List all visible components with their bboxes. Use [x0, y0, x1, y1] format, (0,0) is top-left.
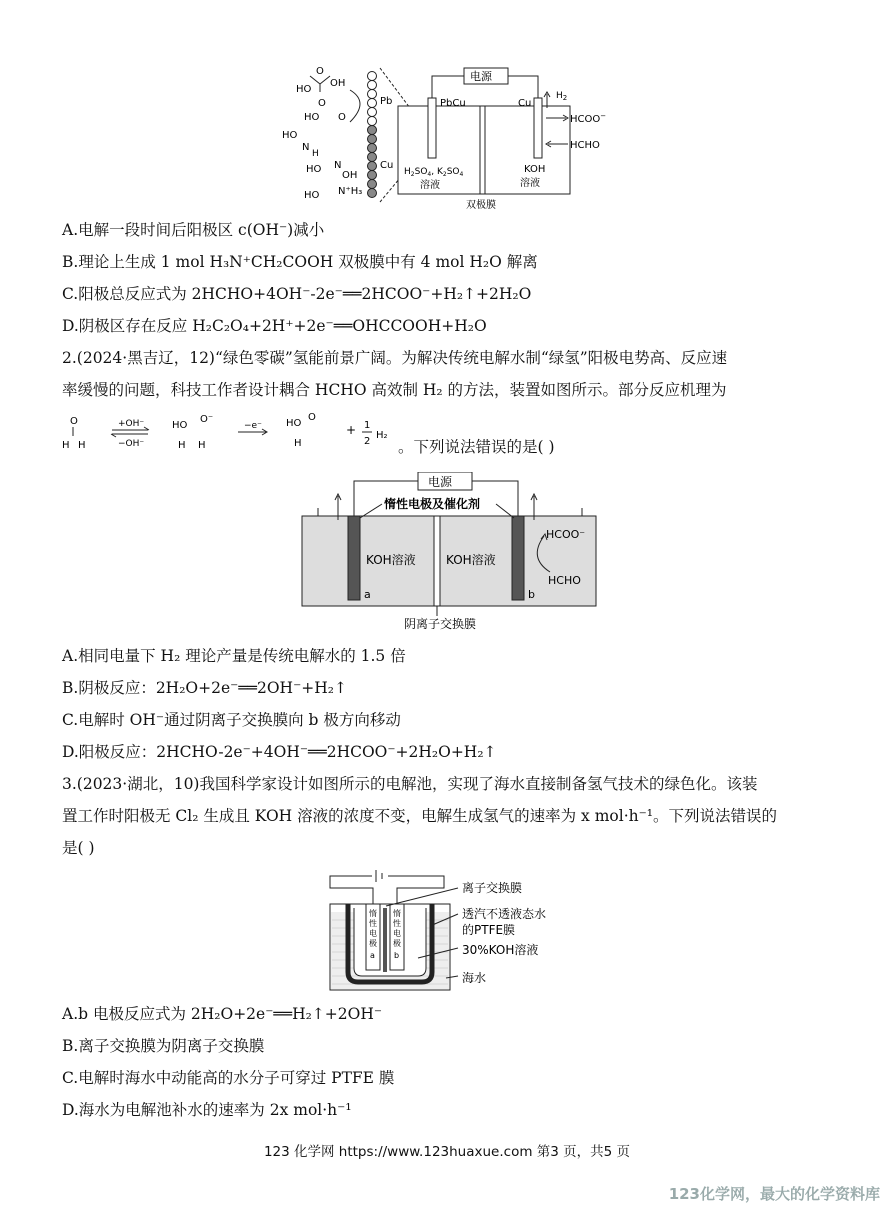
koh-label: 30%KOH溶液 — [462, 943, 539, 957]
svg-text:O: O — [308, 412, 316, 423]
pbcu-label: PbCu — [440, 98, 466, 109]
svg-text:O⁻: O⁻ — [200, 414, 214, 425]
pb-label: Pb — [380, 96, 393, 107]
svg-text:H: H — [178, 440, 186, 451]
svg-text:电源: 电源 — [428, 475, 453, 489]
svg-text:OH: OH — [342, 170, 358, 181]
svg-text:HO: HO — [172, 420, 188, 431]
svg-text:HO: HO — [286, 418, 302, 429]
hcoo-label: HCOO− — [570, 112, 607, 125]
seawater-label: 海水 — [462, 971, 487, 985]
q2-option-c: C.电解时 OH⁻通过阴离子交换膜向 b 极方向移动 — [62, 711, 401, 729]
svg-text:+: + — [346, 423, 357, 437]
svg-text:H: H — [62, 440, 70, 451]
svg-text:溶液: 溶液 — [420, 180, 440, 191]
anion-exchange-membrane — [434, 516, 440, 606]
svg-text:HO: HO — [296, 84, 312, 95]
q1-option-a: A.电解一段时间后阳极区 c(OH⁻)减小 — [62, 221, 325, 239]
q2-option-b: B.阴极反应：2H₂O+2e⁻══2OH⁻+H₂↑ — [62, 679, 347, 697]
svg-text:溶液: 溶液 — [520, 178, 540, 189]
svg-text:N: N — [334, 160, 342, 171]
right-solution: KOH — [524, 164, 546, 175]
page-footer: 123 化学网 https://www.123huaxue.com 第3 页，共5 页 — [263, 1144, 631, 1160]
svg-text:OH: OH — [330, 78, 346, 89]
svg-text:1: 1 — [364, 420, 371, 431]
hcho-label: HCHO — [570, 140, 600, 151]
bipolar-membrane-label: 双极膜 — [466, 200, 496, 211]
left-solution: $H_2SO_4$, $K_2SO_4$ — [404, 167, 464, 178]
q3-stem-line-1: 3.(2023·湖北，10)我国科学家设计如图所示的电解池，实现了海水直接制备氢气技术的绿色化。该装 — [62, 775, 758, 793]
ion-exchange-membrane — [383, 908, 387, 972]
q2-mechanism — [62, 412, 402, 458]
q1-option-c: C.阳极总反应式为 2HCHO+4OH⁻-2e⁻══2HCOO⁻+H₂↑+2H₂O — [62, 285, 532, 303]
q1-option-b: B.理论上生成 1 mol H₃N⁺CH₂COOH 双极膜中有 4 mol H₂O 解离 — [62, 253, 538, 271]
svg-text:−e⁻: −e⁻ — [244, 421, 262, 431]
svg-text:H: H — [78, 440, 86, 451]
svg-text:O: O — [338, 112, 346, 123]
q1-option-d: D.阴极区存在反应 H₂C₂O₄+2H⁺+2e⁻══OHCCOOH+H₂O — [62, 317, 487, 335]
q2-option-a: A.相同电量下 H₂ 理论产量是传统电解水的 1.5 倍 — [62, 647, 406, 665]
power-label: 电源 — [470, 70, 492, 83]
electrode-b-label: b — [528, 588, 535, 601]
svg-text:HO: HO — [306, 164, 322, 175]
figure-3-seawater-cell — [326, 868, 566, 996]
q3-option-a: A.b 电极反应式为 2H₂O+2e⁻══H₂↑+2OH⁻ — [62, 1005, 383, 1023]
figure-2-electrolysis — [300, 472, 600, 634]
q2-stem-line-1: 2.(2024·黑吉辽，12)“绿色零碳”氢能前景广阔。为解决传统电解水制“绿氢”阳极电势高、反应速 — [62, 349, 728, 367]
figure-1-electrolysis — [280, 62, 620, 212]
q3-stem-line-3: 是( ) — [62, 839, 95, 857]
svg-text:HO: HO — [282, 130, 298, 141]
svg-text:H: H — [312, 149, 319, 159]
q2-stem-line-3: 。下列说法错误的是( ) — [398, 438, 555, 456]
svg-text:HO: HO — [304, 112, 320, 123]
cu-label: Cu — [380, 160, 394, 171]
svg-text:H: H — [198, 440, 206, 451]
cu-electrode-label: Cu — [518, 98, 532, 109]
svg-text:O: O — [70, 416, 78, 427]
svg-text:H: H — [294, 438, 302, 449]
koh-right-label: KOH溶液 — [446, 553, 496, 567]
cu-electrode — [534, 98, 542, 158]
ptfe-label-2: 的PTFE膜 — [462, 923, 516, 937]
svg-text:+OH⁻: +OH⁻ — [118, 419, 145, 429]
svg-text:H2: $H_2$ — [556, 91, 568, 102]
hcho-label: HCHO — [548, 574, 581, 587]
svg-text:−OH⁻: −OH⁻ — [118, 439, 145, 449]
electrode-b — [512, 516, 524, 600]
reaction-arrow — [350, 90, 360, 122]
membrane-label: 阴离子交换膜 — [404, 617, 477, 631]
electrode-a-label: 惰性电极 a — [369, 909, 377, 960]
svg-text:H₂: H₂ — [376, 430, 388, 441]
q2-option-d: D.阳极反应：2HCHO-2e⁻+4OH⁻══2HCOO⁻+2H₂O+H₂↑ — [62, 743, 497, 761]
watermark: 123化学网，最大的化学资料库 — [668, 1185, 880, 1203]
hcoo-label: HCOO⁻ — [546, 528, 586, 541]
svg-text:O: O — [318, 98, 326, 109]
electrode-b-label: 惰性电极 b — [393, 909, 401, 960]
svg-text:N: N — [302, 142, 310, 153]
pbcu-electrode — [428, 98, 436, 158]
svg-text:N⁺H₃: N⁺H₃ — [338, 186, 363, 197]
bead-electrode — [368, 72, 377, 198]
molecule-oxalic-acid — [310, 76, 330, 92]
q3-stem-line-2: 置工作时阳极无 Cl₂ 生成且 KOH 溶液的浓度不变，电解生成氢气的速率为 x mol·h⁻¹。下列说法错误的 — [62, 807, 778, 825]
q3-option-c: C.电解时海水中动能高的水分子可穿过 PTFE 膜 — [62, 1069, 395, 1087]
electrode-a-label: a — [364, 588, 371, 601]
koh-left-label: KOH溶液 — [366, 553, 416, 567]
svg-text:HO: HO — [304, 190, 320, 201]
electrode-catalyst-label: 惰性电极及催化剂 — [384, 497, 481, 511]
q3-option-d: D.海水为电解池补水的速率为 2x mol·h⁻¹ — [62, 1101, 352, 1119]
electrode-a — [348, 516, 360, 600]
q2-stem-line-2: 率缓慢的问题，科技工作者设计耦合 HCHO 高效制 H₂ 的方法，装置如图所示。部分反应机理为 — [62, 381, 727, 399]
svg-text:O: O — [316, 66, 324, 77]
ion-membrane-label: 离子交换膜 — [462, 881, 523, 895]
svg-text:2: 2 — [364, 436, 371, 447]
ptfe-label-1: 透汽不透液态水 — [462, 907, 547, 921]
q3-option-b: B.离子交换膜为阴离子交换膜 — [62, 1037, 265, 1055]
